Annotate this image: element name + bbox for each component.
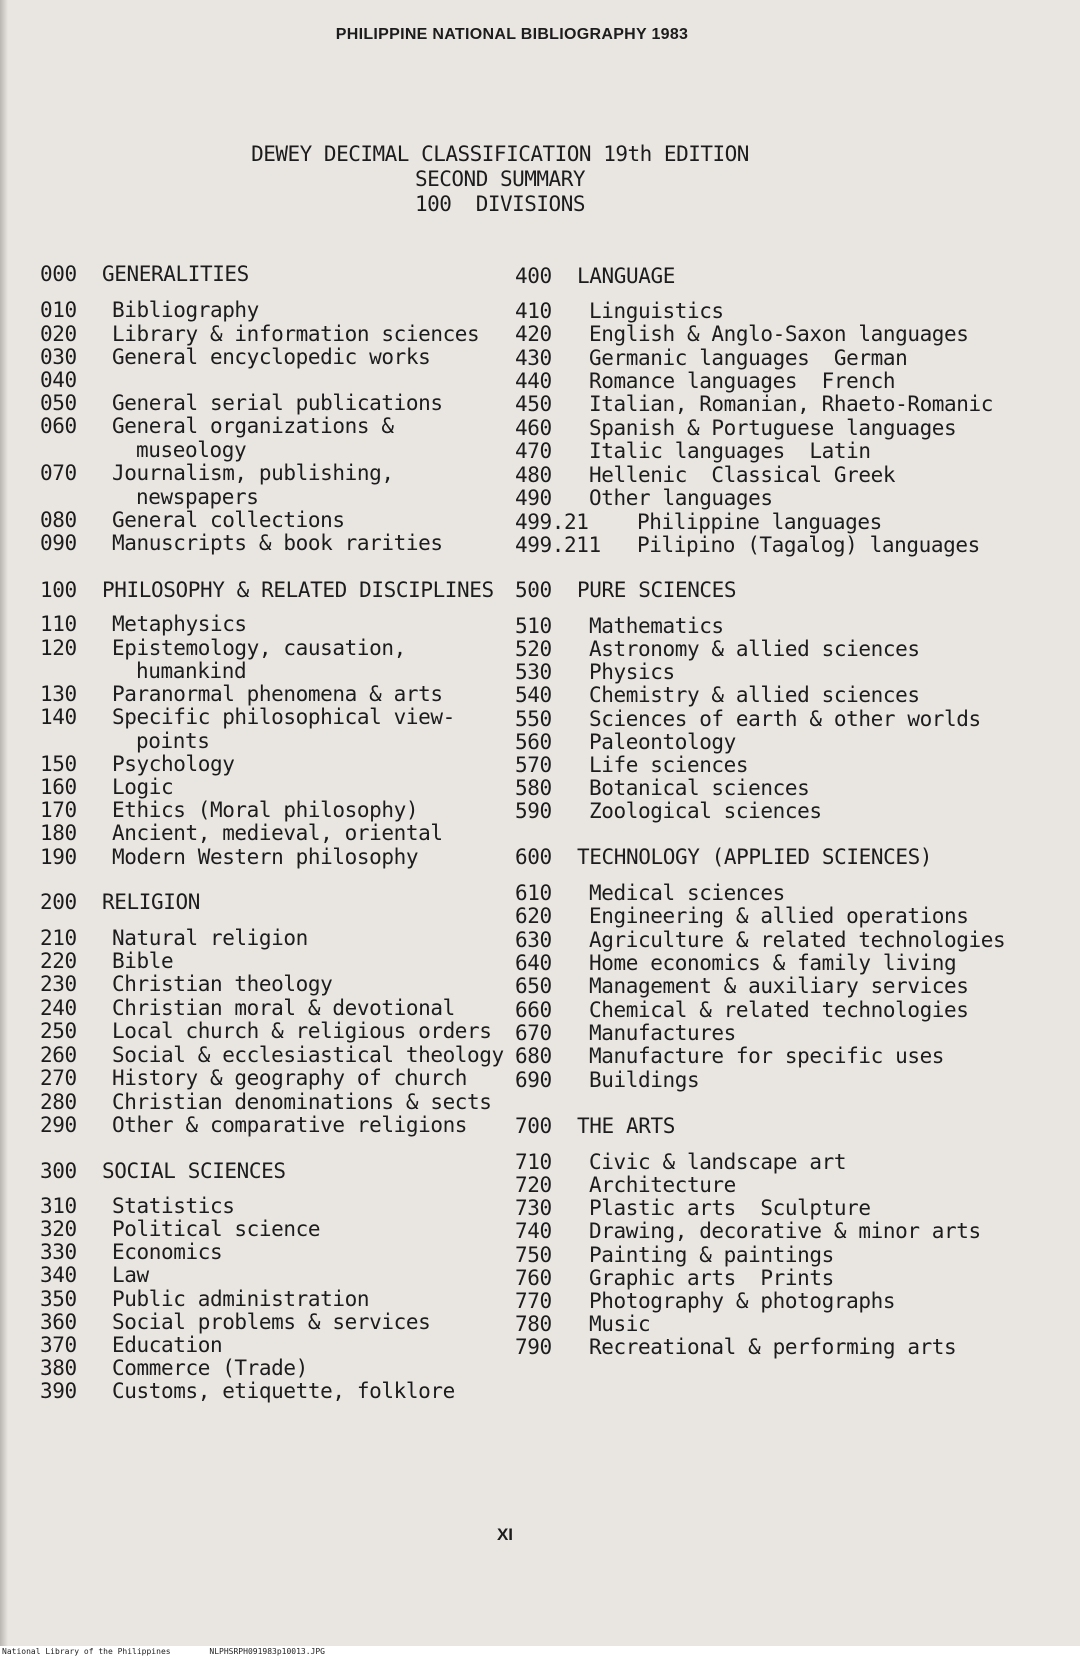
footer-file: NLPHSRPH091983p10013.JPG <box>209 1647 325 1656</box>
division-label: Specific philosophical view- <box>112 705 455 729</box>
division-label: Law <box>112 1263 149 1287</box>
division-label: Ethics (Moral philosophy) <box>112 798 419 822</box>
footer-library: National Library of the Philippines <box>2 1647 171 1656</box>
class-number: 160 <box>40 775 77 799</box>
class-number: 340 <box>40 1263 77 1287</box>
class-number: 780 <box>515 1312 552 1336</box>
division-label: Psychology <box>112 752 235 776</box>
class-number: 730 <box>515 1196 552 1220</box>
class-number: 560 <box>515 730 552 754</box>
division-label: Drawing, decorative & minor arts <box>589 1219 981 1243</box>
class-number: 370 <box>40 1333 77 1357</box>
division-label: Germanic languages German <box>589 346 908 370</box>
main-class-heading: TECHNOLOGY (APPLIED SCIENCES) <box>577 845 933 869</box>
class-number: 480 <box>515 463 552 487</box>
division-label: Customs, etiquette, folklore <box>112 1379 455 1403</box>
title-line-1: DEWEY DECIMAL CLASSIFICATION 19th EDITION <box>251 142 749 166</box>
division-label: Philippine languages <box>637 510 882 534</box>
class-number: 580 <box>515 776 552 800</box>
class-number: 610 <box>515 881 552 905</box>
class-number: 400 <box>515 264 552 288</box>
division-label: Social problems & services <box>112 1310 431 1334</box>
division-label: Christian denominations & sects <box>112 1090 492 1114</box>
class-number: 290 <box>40 1113 77 1137</box>
division-label: Engineering & allied operations <box>589 904 969 928</box>
class-number: 090 <box>40 531 77 555</box>
class-number: 070 <box>40 461 77 485</box>
division-label: museology <box>136 438 247 462</box>
class-number: 200 <box>40 890 77 914</box>
class-number: 140 <box>40 705 77 729</box>
division-label: Paranormal phenomena & arts <box>112 682 443 706</box>
division-label: Logic <box>112 775 174 799</box>
division-label: Economics <box>112 1240 223 1264</box>
class-number: 350 <box>40 1287 77 1311</box>
division-label: Plastic arts Sculpture <box>589 1196 871 1220</box>
class-number: 499.21 <box>515 510 589 534</box>
division-label: Other languages <box>589 486 773 510</box>
class-number: 150 <box>40 752 77 776</box>
class-number: 360 <box>40 1310 77 1334</box>
division-label: Commerce (Trade) <box>112 1356 308 1380</box>
class-number: 570 <box>515 753 552 777</box>
main-class-heading: RELIGION <box>102 890 200 914</box>
class-number: 250 <box>40 1019 77 1043</box>
division-label: Civic & landscape art <box>589 1150 847 1174</box>
division-label: Mathematics <box>589 614 724 638</box>
class-number: 410 <box>515 299 552 323</box>
class-number: 210 <box>40 926 77 950</box>
class-number: 230 <box>40 972 77 996</box>
division-label: Italic languages Latin <box>589 439 871 463</box>
class-number: 650 <box>515 974 552 998</box>
title-line-2: SECOND SUMMARY <box>414 167 585 191</box>
class-number: 080 <box>40 508 77 532</box>
class-number: 330 <box>40 1240 77 1264</box>
division-label: General collections <box>112 508 345 532</box>
class-number: 450 <box>515 392 552 416</box>
division-label: Statistics <box>112 1194 235 1218</box>
division-label: Social & ecclesiastical theology <box>112 1043 504 1067</box>
class-number: 700 <box>515 1114 552 1138</box>
class-number: 460 <box>515 416 552 440</box>
class-number: 640 <box>515 951 552 975</box>
class-number: 430 <box>515 346 552 370</box>
division-label: Public administration <box>112 1287 370 1311</box>
class-number: 420 <box>515 322 552 346</box>
class-number: 770 <box>515 1289 552 1313</box>
division-label: Sciences of earth & other worlds <box>589 707 981 731</box>
division-label: Astronomy & allied sciences <box>589 637 920 661</box>
class-number: 530 <box>515 660 552 684</box>
class-number: 720 <box>515 1173 552 1197</box>
main-class-heading: SOCIAL SCIENCES <box>102 1159 286 1183</box>
division-label: Hellenic Classical Greek <box>589 463 896 487</box>
division-label: Buildings <box>589 1068 700 1092</box>
main-class-heading: GENERALITIES <box>102 262 249 286</box>
class-number: 020 <box>40 322 77 346</box>
class-number: 050 <box>40 391 77 415</box>
division-label: Linguistics <box>589 299 724 323</box>
class-number: 680 <box>515 1044 552 1068</box>
class-number: 760 <box>515 1266 552 1290</box>
division-label: Ancient, medieval, oriental <box>112 821 443 845</box>
division-label: Library & information sciences <box>112 322 480 346</box>
class-number: 000 <box>40 262 77 286</box>
class-number: 550 <box>515 707 552 731</box>
division-label: Paleontology <box>589 730 736 754</box>
division-label: Christian moral & devotional <box>112 996 455 1020</box>
class-number: 270 <box>40 1066 77 1090</box>
division-label: Local church & religious orders <box>112 1019 492 1043</box>
division-label: Romance languages French <box>589 369 896 393</box>
division-label: General organizations & <box>112 414 394 438</box>
class-number: 620 <box>515 904 552 928</box>
division-label: Bible <box>112 949 174 973</box>
division-label: Bibliography <box>112 298 259 322</box>
class-number: 260 <box>40 1043 77 1067</box>
division-label: Spanish & Portuguese languages <box>589 416 957 440</box>
division-label: Home economics & family living <box>589 951 957 975</box>
division-label: Italian, Romanian, Rhaeto-Romanic <box>589 392 994 416</box>
class-number: 170 <box>40 798 77 822</box>
class-number: 190 <box>40 845 77 869</box>
class-number: 490 <box>515 486 552 510</box>
class-number: 670 <box>515 1021 552 1045</box>
division-label: Natural religion <box>112 926 308 950</box>
class-number: 390 <box>40 1379 77 1403</box>
main-class-heading: PHILOSOPHY & RELATED DISCIPLINES <box>102 578 494 602</box>
title-block <box>0 142 1000 217</box>
class-number: 520 <box>515 637 552 661</box>
division-label: Chemistry & allied sciences <box>589 683 920 707</box>
class-number: 660 <box>515 998 552 1022</box>
division-label: Botanical sciences <box>589 776 810 800</box>
class-number: 710 <box>515 1150 552 1174</box>
class-number: 510 <box>515 614 552 638</box>
running-head: PHILIPPINE NATIONAL BIBLIOGRAPHY 1983 <box>335 26 689 43</box>
class-number: 499.211 <box>515 533 601 557</box>
class-number: 100 <box>40 578 77 602</box>
division-label: English & Anglo-Saxon languages <box>589 322 969 346</box>
class-number: 180 <box>40 821 77 845</box>
division-label: Painting & paintings <box>589 1243 834 1267</box>
class-number: 120 <box>40 636 77 660</box>
division-label: Other & comparative religions <box>112 1113 468 1137</box>
class-number: 540 <box>515 683 552 707</box>
division-label: General encyclopedic works <box>112 345 431 369</box>
division-label: Zoological sciences <box>589 799 822 823</box>
division-label: Christian theology <box>112 972 333 996</box>
division-label: Medical sciences <box>589 881 785 905</box>
division-label: points <box>136 729 210 753</box>
main-class-heading: LANGUAGE <box>577 264 675 288</box>
division-label: Education <box>112 1333 223 1357</box>
division-label: History & geography of church <box>112 1066 468 1090</box>
class-number: 440 <box>515 369 552 393</box>
division-label: Agriculture & related technologies <box>589 928 1006 952</box>
division-label: Metaphysics <box>112 612 247 636</box>
division-label: newspapers <box>136 485 259 509</box>
division-label: General serial publications <box>112 391 443 415</box>
division-label: Journalism, publishing, <box>112 461 394 485</box>
title-line-3: 100 DIVISIONS <box>414 192 585 216</box>
main-class-heading: PURE SCIENCES <box>577 578 737 602</box>
class-number: 690 <box>515 1068 552 1092</box>
class-number: 630 <box>515 928 552 952</box>
class-number: 590 <box>515 799 552 823</box>
class-number: 030 <box>40 345 77 369</box>
division-label: Manuscripts & book rarities <box>112 531 443 555</box>
class-number: 310 <box>40 1194 77 1218</box>
page-number: XI <box>496 1525 514 1544</box>
class-number: 040 <box>40 368 77 392</box>
division-label: Architecture <box>589 1173 736 1197</box>
main-class-heading: THE ARTS <box>577 1114 675 1138</box>
class-number: 750 <box>515 1243 552 1267</box>
class-number: 470 <box>515 439 552 463</box>
division-label: Manufacture for specific uses <box>589 1044 945 1068</box>
footer-stamp <box>0 1646 1080 1658</box>
class-number: 240 <box>40 996 77 1020</box>
class-number: 600 <box>515 845 552 869</box>
division-label: Music <box>589 1312 651 1336</box>
class-number: 500 <box>515 578 552 602</box>
division-label: Modern Western philosophy <box>112 845 419 869</box>
class-number: 280 <box>40 1090 77 1114</box>
division-label: Epistemology, causation, <box>112 636 406 660</box>
division-label: Pilipino (Tagalog) languages <box>637 533 980 557</box>
division-label: Manufactures <box>589 1021 736 1045</box>
class-number: 060 <box>40 414 77 438</box>
class-number: 790 <box>515 1335 552 1359</box>
division-label: Photography & photographs <box>589 1289 896 1313</box>
class-number: 010 <box>40 298 77 322</box>
division-label: Physics <box>589 660 675 684</box>
division-label: Chemical & related technologies <box>589 998 969 1022</box>
class-number: 740 <box>515 1219 552 1243</box>
division-label: humankind <box>136 659 247 683</box>
class-number: 380 <box>40 1356 77 1380</box>
class-number: 220 <box>40 949 77 973</box>
division-label: Life sciences <box>589 753 749 777</box>
class-number: 110 <box>40 612 77 636</box>
division-label: Political science <box>112 1217 321 1241</box>
class-number: 130 <box>40 682 77 706</box>
division-label: Recreational & performing arts <box>589 1335 957 1359</box>
class-number: 300 <box>40 1159 77 1183</box>
page-edge-shadow <box>0 0 8 1658</box>
division-label: Management & auxiliary services <box>589 974 969 998</box>
division-label: Graphic arts Prints <box>589 1266 834 1290</box>
class-number: 320 <box>40 1217 77 1241</box>
